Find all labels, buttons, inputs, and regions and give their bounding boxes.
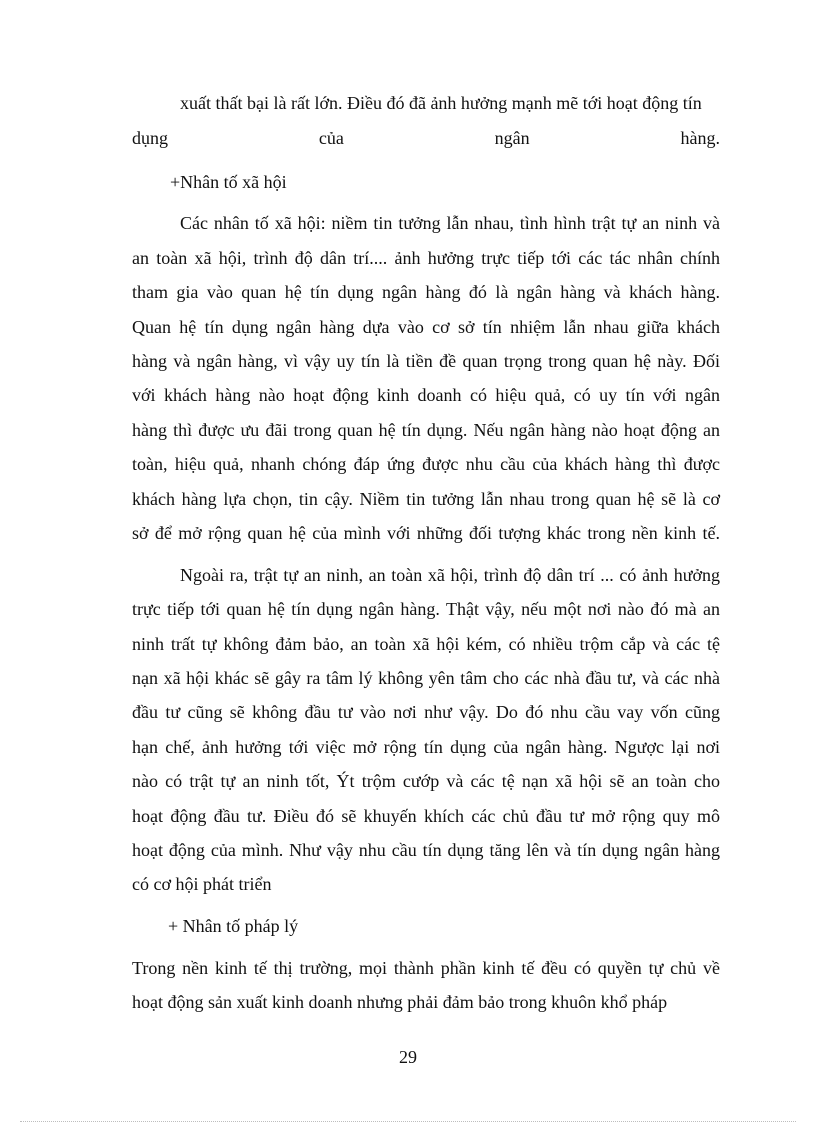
paragraph-line: khách hàng lựa chọn, tin cậy. Niềm tin tưởng lẫn nhau trong quan hệ sẽ là cơ — [132, 489, 720, 509]
section-heading-social: +Nhân tố xã hội — [170, 172, 287, 192]
paragraph-line: ninh trất tự không đảm bảo, an toàn xã hội kém, có nhiều trộm cắp và các tệ — [132, 634, 720, 654]
paragraph-line: Trong nền kinh tế thị trường, mọi thành phần kinh tế đều có quyền tự chủ về — [132, 958, 720, 978]
paragraph-line: hàng và ngân hàng, vì vậy uy tín là tiền đề quan trọng trong quan hệ này. Đối — [132, 351, 720, 371]
paragraph-line: hạn chế, ảnh hưởng tới việc mở rộng tín dụng của ngân hàng. Ngược lại nơi — [132, 737, 720, 757]
paragraph-line: an toàn xã hội, trình độ dân trí.... ảnh hưởng trực tiếp tới các tác nhân chính — [132, 248, 720, 268]
paragraph-line: nào có trật tự an ninh tốt, Ýt trộm cướp và các tệ nạn xã hội sẽ an toàn cho — [132, 771, 720, 791]
paragraph-line: hoạt động của mình. Như vậy nhu cầu tín dụng tăng lên và tín dụng ngân hàng — [132, 840, 720, 860]
paragraph-line: Quan hệ tín dụng ngân hàng dựa vào cơ sở tín nhiệm lẫn nhau giữa khách — [132, 317, 720, 337]
paragraph-line: hoạt động đầu tư. Điều đó sẽ khuyến khích các chủ đầu tư mở rộng quy mô — [132, 806, 720, 826]
paragraph-line: hoạt động sản xuất kinh doanh nhưng phải đảm bảo trong khuôn khổ pháp — [132, 992, 668, 1012]
page-number: 29 — [399, 1047, 417, 1067]
section-heading-legal: + Nhân tố pháp lý — [168, 916, 299, 936]
paragraph-line: Ngoài ra, trật tự an ninh, an toàn xã hội, trình độ dân trí ... có ảnh hưởng — [180, 565, 720, 585]
paragraph-line: hàng thì được ưu đãi trong quan hệ tín dụng. Nếu ngân hàng nào hoạt động an — [132, 420, 720, 440]
paragraph-line: toàn, hiệu quả, nhanh chóng đáp ứng được nhu cầu của khách hàng thì được — [132, 454, 720, 474]
paragraph-line: Các nhân tố xã hội: niềm tin tưởng lẫn nhau, tình hình trật tự an ninh và — [180, 213, 720, 233]
paragraph-line: tham gia vào quan hệ tín dụng ngân hàng đó là ngân hàng và khách hàng. — [132, 282, 720, 302]
paragraph-line: trực tiếp tới quan hệ tín dụng ngân hàng. Thật vậy, nếu một nơi nào đó mà an — [132, 599, 720, 619]
paragraph-line: dụng của ngân hàng. — [132, 128, 720, 148]
paragraph-line: xuất thất bại là rất lớn. Điều đó đã ảnh hưởng mạnh mẽ tới hoạt động tín — [180, 93, 702, 113]
page-bottom-divider — [20, 1121, 796, 1122]
paragraph-line: sở để mở rộng quan hệ của mình với những đối tượng khác trong nền kinh tế. — [132, 523, 720, 543]
paragraph-line: với khách hàng nào hoạt động kinh doanh có hiệu quả, có uy tín với ngân — [132, 385, 720, 405]
paragraph-line: nạn xã hội khác sẽ gây ra tâm lý không yên tâm cho các nhà đầu tư, và các nhà — [132, 668, 720, 688]
paragraph-line: đầu tư cũng sẽ không đầu tư vào nơi như vậy. Do đó nhu cầu vay vốn cũng — [132, 702, 720, 722]
paragraph-line: có cơ hội phát triển — [132, 874, 272, 894]
